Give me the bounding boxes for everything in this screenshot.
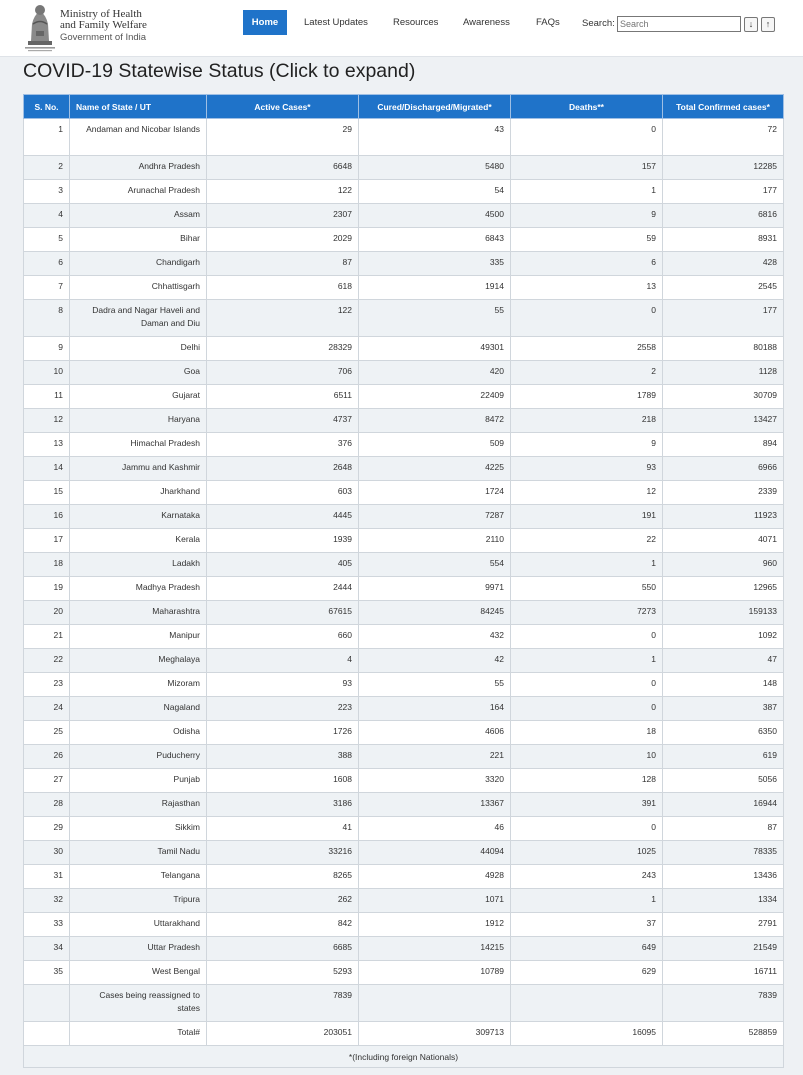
nav-faqs[interactable]: FAQs <box>536 17 560 28</box>
row-total: 5056 <box>663 769 784 793</box>
table-row <box>24 913 784 937</box>
row-active: 4737 <box>207 409 359 433</box>
row-state: Odisha <box>70 721 207 745</box>
row-state: Sikkim <box>70 817 207 841</box>
row-active: 405 <box>207 553 359 577</box>
row-cured: 2110 <box>359 529 511 553</box>
row-sno <box>24 985 70 1022</box>
table-row <box>24 601 784 625</box>
ministry-title <box>60 9 147 44</box>
ministry-line-2: and Family Welfare <box>60 19 147 31</box>
row-state: Tripura <box>70 889 207 913</box>
table-row <box>24 841 784 865</box>
row-state: Meghalaya <box>70 649 207 673</box>
search-up-button[interactable]: ↑ <box>761 17 775 32</box>
row-active: 28329 <box>207 337 359 361</box>
row-active: 1726 <box>207 721 359 745</box>
row-cured: 5480 <box>359 156 511 180</box>
table-row <box>24 769 784 793</box>
table-row <box>24 300 784 337</box>
row-deaths: 1 <box>511 180 663 204</box>
row-state: Uttarakhand <box>70 913 207 937</box>
row-active: 2029 <box>207 228 359 252</box>
row-state: Telangana <box>70 865 207 889</box>
table-row <box>24 889 784 913</box>
row-cured: 1071 <box>359 889 511 913</box>
row-sno: 10 <box>24 361 70 385</box>
row-active: 67615 <box>207 601 359 625</box>
row-active: 6685 <box>207 937 359 961</box>
table-row <box>24 865 784 889</box>
row-sno: 23 <box>24 673 70 697</box>
row-deaths: 649 <box>511 937 663 961</box>
row-state: Jammu and Kashmir <box>70 457 207 481</box>
row-cured: 509 <box>359 433 511 457</box>
row-cured: 7287 <box>359 505 511 529</box>
row-cured: 6843 <box>359 228 511 252</box>
row-active: 618 <box>207 276 359 300</box>
row-cured: 4500 <box>359 204 511 228</box>
row-cured: 164 <box>359 697 511 721</box>
page-title[interactable]: COVID-19 Statewise Status (Click to expand) <box>23 60 416 82</box>
row-active: 2307 <box>207 204 359 228</box>
row-state: Delhi <box>70 337 207 361</box>
table-row <box>24 385 784 409</box>
table-row <box>24 721 784 745</box>
nav-awareness[interactable]: Awareness <box>463 17 510 28</box>
row-sno: 27 <box>24 769 70 793</box>
top-bar <box>0 0 803 57</box>
header-deaths[interactable]: Deaths** <box>511 95 663 119</box>
row-sno: 4 <box>24 204 70 228</box>
row-active: 262 <box>207 889 359 913</box>
row-active: 1939 <box>207 529 359 553</box>
row-total: 159133 <box>663 601 784 625</box>
table-row <box>24 505 784 529</box>
row-total: 148 <box>663 673 784 697</box>
row-total: 177 <box>663 180 784 204</box>
row-cured: 9971 <box>359 577 511 601</box>
table-row <box>24 577 784 601</box>
row-deaths: 1 <box>511 889 663 913</box>
row-cured: 10789 <box>359 961 511 985</box>
table-row <box>24 361 784 385</box>
row-total: 11923 <box>663 505 784 529</box>
row-total: 7839 <box>663 985 784 1022</box>
search-input[interactable] <box>617 16 741 32</box>
row-cured: 4606 <box>359 721 511 745</box>
nav-resources[interactable]: Resources <box>393 17 439 28</box>
row-cured: 49301 <box>359 337 511 361</box>
row-deaths: 59 <box>511 228 663 252</box>
row-deaths: 1025 <box>511 841 663 865</box>
row-active: 203051 <box>207 1022 359 1046</box>
row-sno: 33 <box>24 913 70 937</box>
row-state: West Bengal <box>70 961 207 985</box>
search-down-button[interactable]: ↓ <box>744 17 758 32</box>
ministry-line-3: Government of India <box>60 32 147 43</box>
header-sno[interactable]: S. No. <box>24 95 70 119</box>
row-cured: 42 <box>359 649 511 673</box>
table-row <box>24 817 784 841</box>
row-total: 6816 <box>663 204 784 228</box>
row-cured: 55 <box>359 300 511 337</box>
row-sno <box>24 1022 70 1046</box>
row-state: Nagaland <box>70 697 207 721</box>
table-row <box>24 252 784 276</box>
row-state: Assam <box>70 204 207 228</box>
row-sno: 30 <box>24 841 70 865</box>
row-total: 30709 <box>663 385 784 409</box>
row-deaths: 191 <box>511 505 663 529</box>
row-deaths: 1 <box>511 649 663 673</box>
row-active: 1608 <box>207 769 359 793</box>
row-total: 87 <box>663 817 784 841</box>
row-active: 122 <box>207 180 359 204</box>
table-row <box>24 529 784 553</box>
row-sno: 16 <box>24 505 70 529</box>
row-active: 33216 <box>207 841 359 865</box>
row-state: Himachal Pradesh <box>70 433 207 457</box>
row-active: 603 <box>207 481 359 505</box>
row-state: Cases being reassigned to states <box>70 985 207 1022</box>
row-active: 3186 <box>207 793 359 817</box>
row-deaths: 10 <box>511 745 663 769</box>
row-state: Andaman and Nicobar Islands <box>70 119 207 156</box>
row-sno: 22 <box>24 649 70 673</box>
row-state: Jharkhand <box>70 481 207 505</box>
row-deaths: 9 <box>511 433 663 457</box>
table-row <box>24 156 784 180</box>
row-active: 6511 <box>207 385 359 409</box>
row-active: 376 <box>207 433 359 457</box>
row-state: Andhra Pradesh <box>70 156 207 180</box>
table-row <box>24 961 784 985</box>
row-total: 16711 <box>663 961 784 985</box>
row-sno: 7 <box>24 276 70 300</box>
row-active: 388 <box>207 745 359 769</box>
row-state: Karnataka <box>70 505 207 529</box>
row-sno: 6 <box>24 252 70 276</box>
row-active: 122 <box>207 300 359 337</box>
row-active: 8265 <box>207 865 359 889</box>
header-active[interactable]: Active Cases* <box>207 95 359 119</box>
footnote: *(Including foreign Nationals) <box>24 1046 784 1068</box>
row-sno: 26 <box>24 745 70 769</box>
row-deaths: 16095 <box>511 1022 663 1046</box>
row-total: 4071 <box>663 529 784 553</box>
row-deaths: 157 <box>511 156 663 180</box>
table-row <box>24 625 784 649</box>
row-total: 6966 <box>663 457 784 481</box>
row-total: 2791 <box>663 913 784 937</box>
row-cured: 432 <box>359 625 511 649</box>
row-total: 6350 <box>663 721 784 745</box>
table-row <box>24 204 784 228</box>
table-row <box>24 276 784 300</box>
row-cured: 22409 <box>359 385 511 409</box>
row-state: Kerala <box>70 529 207 553</box>
row-deaths: 6 <box>511 252 663 276</box>
row-total: 12285 <box>663 156 784 180</box>
row-deaths: 0 <box>511 625 663 649</box>
row-total: 21549 <box>663 937 784 961</box>
footnote-row <box>24 1046 784 1068</box>
row-total: 2545 <box>663 276 784 300</box>
row-deaths: 0 <box>511 119 663 156</box>
row-cured: 84245 <box>359 601 511 625</box>
row-state: Mizoram <box>70 673 207 697</box>
table-row <box>24 553 784 577</box>
row-total: 177 <box>663 300 784 337</box>
row-active: 660 <box>207 625 359 649</box>
row-sno: 2 <box>24 156 70 180</box>
row-total: 1128 <box>663 361 784 385</box>
row-total: 528859 <box>663 1022 784 1046</box>
row-sno: 24 <box>24 697 70 721</box>
search-label: Search: <box>582 18 615 29</box>
row-deaths: 629 <box>511 961 663 985</box>
national-emblem-icon <box>22 2 58 52</box>
nav-latest-updates[interactable]: Latest Updates <box>304 17 368 28</box>
row-cured: 8472 <box>359 409 511 433</box>
row-deaths: 7273 <box>511 601 663 625</box>
row-cured: 4928 <box>359 865 511 889</box>
nav-home[interactable]: Home <box>243 10 287 35</box>
row-cured <box>359 985 511 1022</box>
table-row <box>24 180 784 204</box>
row-deaths <box>511 985 663 1022</box>
row-cured: 44094 <box>359 841 511 865</box>
table-row <box>24 937 784 961</box>
row-sno: 20 <box>24 601 70 625</box>
row-active: 706 <box>207 361 359 385</box>
row-sno: 25 <box>24 721 70 745</box>
row-total: 428 <box>663 252 784 276</box>
row-sno: 12 <box>24 409 70 433</box>
row-sno: 14 <box>24 457 70 481</box>
row-deaths: 93 <box>511 457 663 481</box>
header-total[interactable]: Total Confirmed cases* <box>663 95 784 119</box>
row-total: 1092 <box>663 625 784 649</box>
row-total: 2339 <box>663 481 784 505</box>
row-state: Punjab <box>70 769 207 793</box>
row-state: Manipur <box>70 625 207 649</box>
row-state: Total# <box>70 1022 207 1046</box>
row-sno: 21 <box>24 625 70 649</box>
row-total: 387 <box>663 697 784 721</box>
row-deaths: 13 <box>511 276 663 300</box>
row-cured: 4225 <box>359 457 511 481</box>
row-active: 7839 <box>207 985 359 1022</box>
row-sno: 15 <box>24 481 70 505</box>
row-state: Haryana <box>70 409 207 433</box>
row-state: Chhattisgarh <box>70 276 207 300</box>
row-sno: 35 <box>24 961 70 985</box>
row-total: 12965 <box>663 577 784 601</box>
row-active: 87 <box>207 252 359 276</box>
row-active: 2444 <box>207 577 359 601</box>
row-deaths: 243 <box>511 865 663 889</box>
row-sno: 34 <box>24 937 70 961</box>
row-cured: 221 <box>359 745 511 769</box>
row-active: 29 <box>207 119 359 156</box>
row-cured: 420 <box>359 361 511 385</box>
table-header-row <box>24 95 784 119</box>
row-cured: 1912 <box>359 913 511 937</box>
header-cured[interactable]: Cured/Discharged/Migrated* <box>359 95 511 119</box>
table-row <box>24 433 784 457</box>
row-active: 4445 <box>207 505 359 529</box>
row-deaths: 128 <box>511 769 663 793</box>
row-deaths: 0 <box>511 697 663 721</box>
row-deaths: 12 <box>511 481 663 505</box>
row-deaths: 18 <box>511 721 663 745</box>
table-row <box>24 481 784 505</box>
row-deaths: 22 <box>511 529 663 553</box>
table-row <box>24 697 784 721</box>
row-state: Rajasthan <box>70 793 207 817</box>
row-total: 894 <box>663 433 784 457</box>
row-active: 4 <box>207 649 359 673</box>
row-active: 223 <box>207 697 359 721</box>
row-state: Chandigarh <box>70 252 207 276</box>
table-row <box>24 649 784 673</box>
row-deaths: 1789 <box>511 385 663 409</box>
row-state: Puducherry <box>70 745 207 769</box>
row-active: 41 <box>207 817 359 841</box>
row-state: Goa <box>70 361 207 385</box>
row-state: Bihar <box>70 228 207 252</box>
row-deaths: 2558 <box>511 337 663 361</box>
row-sno: 29 <box>24 817 70 841</box>
row-total: 80188 <box>663 337 784 361</box>
row-cured: 309713 <box>359 1022 511 1046</box>
row-deaths: 391 <box>511 793 663 817</box>
table-row <box>24 1022 784 1046</box>
row-state: Madhya Pradesh <box>70 577 207 601</box>
row-state: Maharashtra <box>70 601 207 625</box>
row-cured: 1724 <box>359 481 511 505</box>
row-cured: 46 <box>359 817 511 841</box>
row-total: 16944 <box>663 793 784 817</box>
row-sno: 13 <box>24 433 70 457</box>
row-deaths: 550 <box>511 577 663 601</box>
row-deaths: 1 <box>511 553 663 577</box>
row-state: Tamil Nadu <box>70 841 207 865</box>
table-row <box>24 228 784 252</box>
row-deaths: 0 <box>511 673 663 697</box>
row-cured: 14215 <box>359 937 511 961</box>
row-cured: 1914 <box>359 276 511 300</box>
row-cured: 3320 <box>359 769 511 793</box>
row-sno: 9 <box>24 337 70 361</box>
row-total: 619 <box>663 745 784 769</box>
row-total: 960 <box>663 553 784 577</box>
row-deaths: 2 <box>511 361 663 385</box>
ministry-line-1: Ministry of Health <box>60 8 142 20</box>
row-sno: 5 <box>24 228 70 252</box>
row-state: Ladakh <box>70 553 207 577</box>
table-body <box>24 119 784 1046</box>
row-cured: 335 <box>359 252 511 276</box>
row-sno: 3 <box>24 180 70 204</box>
statewise-table <box>23 94 784 1068</box>
row-total: 78335 <box>663 841 784 865</box>
row-sno: 1 <box>24 119 70 156</box>
row-active: 842 <box>207 913 359 937</box>
row-deaths: 0 <box>511 300 663 337</box>
table-row <box>24 337 784 361</box>
row-state: Dadra and Nagar Haveli and Daman and Diu <box>70 300 207 337</box>
row-sno: 32 <box>24 889 70 913</box>
row-sno: 17 <box>24 529 70 553</box>
row-sno: 8 <box>24 300 70 337</box>
row-total: 47 <box>663 649 784 673</box>
row-cured: 54 <box>359 180 511 204</box>
row-cured: 554 <box>359 553 511 577</box>
table-row <box>24 985 784 1022</box>
row-sno: 18 <box>24 553 70 577</box>
row-cured: 43 <box>359 119 511 156</box>
row-state: Arunachal Pradesh <box>70 180 207 204</box>
row-total: 13427 <box>663 409 784 433</box>
row-sno: 19 <box>24 577 70 601</box>
row-deaths: 37 <box>511 913 663 937</box>
row-active: 6648 <box>207 156 359 180</box>
table-row <box>24 119 784 156</box>
row-sno: 28 <box>24 793 70 817</box>
row-sno: 11 <box>24 385 70 409</box>
table-row <box>24 409 784 433</box>
row-state: Uttar Pradesh <box>70 937 207 961</box>
table-row <box>24 745 784 769</box>
row-total: 1334 <box>663 889 784 913</box>
table-row <box>24 793 784 817</box>
row-active: 5293 <box>207 961 359 985</box>
table-row <box>24 457 784 481</box>
row-deaths: 218 <box>511 409 663 433</box>
header-state[interactable]: Name of State / UT <box>70 95 207 119</box>
row-sno: 31 <box>24 865 70 889</box>
row-deaths: 0 <box>511 817 663 841</box>
row-total: 13436 <box>663 865 784 889</box>
row-active: 2648 <box>207 457 359 481</box>
row-cured: 55 <box>359 673 511 697</box>
row-deaths: 9 <box>511 204 663 228</box>
table-row <box>24 673 784 697</box>
row-total: 8931 <box>663 228 784 252</box>
row-state: Gujarat <box>70 385 207 409</box>
row-active: 93 <box>207 673 359 697</box>
row-total: 72 <box>663 119 784 156</box>
row-cured: 13367 <box>359 793 511 817</box>
